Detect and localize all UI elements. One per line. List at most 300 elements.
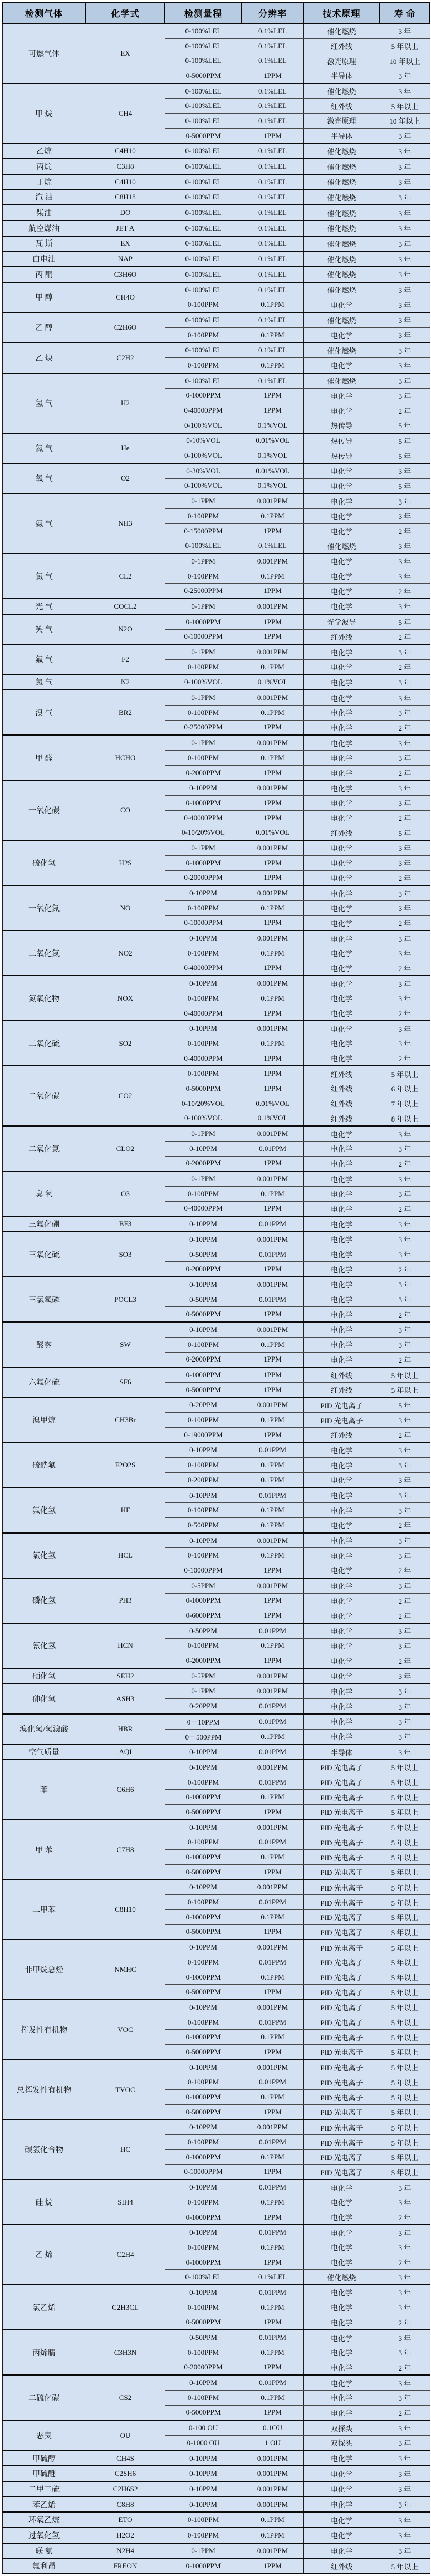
principle-cell: 催化燃烧 [303, 144, 380, 159]
life-cell: 2 年 [380, 629, 430, 644]
resolution-cell: 1PPM [242, 2315, 303, 2330]
resolution-cell: 0.1%LEL [242, 84, 303, 99]
range-cell: 0-6000PPM [165, 1608, 242, 1623]
table-row [2, 2330, 430, 2345]
range-cell: 0-10000PPM [165, 915, 242, 931]
range-cell: 0-100PPM [165, 751, 242, 766]
life-cell: 2 年 [380, 1427, 430, 1442]
life-cell: 3 年 [380, 327, 430, 342]
table-row [2, 1277, 430, 1292]
resolution-cell: 1PPM [242, 403, 303, 418]
life-cell: 5 年以上 [380, 1880, 430, 1895]
table-row [2, 2497, 430, 2513]
life-cell: 10 年以上 [380, 53, 430, 68]
resolution-cell: 0.01PPM [242, 2225, 303, 2240]
table-row [2, 342, 430, 357]
gas-name-cell: 一氧化碳 [2, 780, 86, 840]
range-cell: 0-100%LEL [165, 312, 242, 327]
formula-cell: NMHC [86, 1940, 165, 2000]
resolution-cell: 0.1PPM [242, 569, 303, 584]
life-cell: 3 年 [380, 1744, 430, 1760]
table-row [2, 1820, 430, 1835]
range-cell: 0-100PPM [165, 705, 242, 720]
resolution-cell: 0.1PPM [242, 2149, 303, 2164]
resolution-cell: 0.001PPM [242, 2497, 303, 2513]
principle-cell: 电化学 [303, 1216, 380, 1232]
table-row [2, 2120, 430, 2135]
range-cell: 0-10PPM [165, 1488, 242, 1503]
resolution-cell: 1PPM [242, 1006, 303, 1021]
principle-cell: 电化学 [303, 1638, 380, 1653]
resolution-cell: 0.001PPM [242, 2000, 303, 2015]
life-cell: 3 年 [380, 855, 430, 870]
life-cell: 2 年 [380, 1262, 430, 1277]
table-row [2, 1488, 430, 1503]
range-cell: 0-100PPM [165, 1638, 242, 1653]
header-cell-2: 检测量程 [165, 2, 242, 23]
range-cell: 0-100PPM [165, 1458, 242, 1473]
table-row [2, 174, 430, 190]
resolution-cell: 0.01PPM [242, 2330, 303, 2345]
principle-cell: 电化学 [303, 1729, 380, 1744]
range-cell: 0-1000PPM [165, 796, 242, 811]
range-cell: 0-1PPM [165, 1171, 242, 1186]
resolution-cell: 1PPM [242, 128, 303, 143]
life-cell: 7 年以上 [380, 1096, 430, 1111]
principle-cell: PID 光电离子 [303, 1864, 380, 1879]
table-row [2, 373, 430, 388]
range-cell: 0-1000 OU [165, 2436, 242, 2451]
resolution-cell: 1PPM [242, 1156, 303, 1171]
life-cell: 2 年 [380, 720, 430, 735]
resolution-cell: 0.1%LEL [242, 267, 303, 282]
resolution-cell: 0.1PPM [242, 659, 303, 674]
principle-cell: 电化学 [303, 780, 380, 795]
resolution-cell: 0.001PPM [242, 1171, 303, 1186]
life-cell: 5 年以上 [380, 2104, 430, 2119]
principle-cell: PID 光电离子 [303, 1850, 380, 1865]
table-row [2, 976, 430, 991]
table-row [2, 599, 430, 614]
table-row [2, 840, 430, 855]
range-cell: 0-10PPM [165, 2180, 242, 2195]
principle-cell: 催化燃烧 [303, 205, 380, 221]
gas-name-cell: 氯乙烯 [2, 2285, 86, 2330]
range-cell: 0-1PPM [165, 644, 242, 659]
gas-name-cell: 挥发性有机物 [2, 2000, 86, 2060]
resolution-cell: 0.1PPM [242, 1909, 303, 1924]
principle-cell: 电化学 [303, 1247, 380, 1262]
life-cell: 3 年 [380, 2466, 430, 2481]
life-cell: 3 年 [380, 1714, 430, 1729]
principle-cell: 电化学 [303, 2451, 380, 2466]
gas-name-cell: 二氧化氮 [2, 931, 86, 976]
life-cell: 5 年 [380, 1398, 430, 1413]
principle-cell: 电化学 [303, 1036, 380, 1051]
range-cell: 0-1000PPM [165, 2090, 242, 2105]
principle-cell: 电化学 [303, 1277, 380, 1292]
resolution-cell: 0.01PPM [242, 1699, 303, 1714]
life-cell: 5 年以上 [380, 1805, 430, 1820]
range-cell: 0-1000PPM [165, 2559, 242, 2574]
gas-name-cell: 臭 氧 [2, 1171, 86, 1216]
gas-name-cell: 氯 气 [2, 554, 86, 599]
principle-cell: 催化燃烧 [303, 174, 380, 190]
range-cell: 0-10PPM [165, 1533, 242, 1548]
principle-cell: 电化学 [303, 915, 380, 931]
resolution-cell: 1PPM [242, 523, 303, 538]
range-cell: 0－10PPM [165, 1714, 242, 1729]
principle-cell: 电化学 [303, 2225, 380, 2240]
life-cell: 2 年 [380, 584, 430, 599]
range-cell: 0-50PPM [165, 1292, 242, 1307]
life-cell: 3 年 [380, 2375, 430, 2390]
table-row [2, 2285, 430, 2300]
resolution-cell: 1PPM [242, 614, 303, 629]
resolution-cell: 0.01PPM [242, 1895, 303, 1910]
principle-cell: 电化学 [303, 2466, 380, 2481]
gas-name-cell: 碳氢化合物 [2, 2120, 86, 2180]
formula-cell: C7H8 [86, 1820, 165, 1880]
resolution-cell: 0.01PPM [242, 2075, 303, 2090]
principle-cell: PID 光电离子 [303, 2015, 380, 2030]
header-row [2, 2, 430, 23]
resolution-cell: 0.01PPM [242, 1292, 303, 1307]
principle-cell: 电化学 [303, 2180, 380, 2195]
gas-name-cell: 环氧乙烷 [2, 2512, 86, 2528]
principle-cell: 电化学 [303, 388, 380, 403]
principle-cell: 红外线 [303, 1111, 380, 1126]
resolution-cell: 0.1PPM [242, 2345, 303, 2360]
range-cell: 0-10PPM [165, 2375, 242, 2390]
principle-cell: 电化学 [303, 2315, 380, 2330]
range-cell: 0-40000PPM [165, 403, 242, 418]
table-row [2, 554, 430, 569]
resolution-cell: 0.001PPM [242, 1684, 303, 1699]
resolution-cell: 1PPM [242, 2360, 303, 2375]
range-cell: 0-10PPM [165, 2481, 242, 2497]
formula-cell: CH4S [86, 2451, 165, 2466]
life-cell: 3 年 [380, 1216, 430, 1232]
resolution-cell: 0.1PPM [242, 358, 303, 373]
life-cell: 3 年 [380, 780, 430, 795]
resolution-cell: 0.001PPM [242, 1126, 303, 1141]
resolution-cell: 1 OU [242, 2436, 303, 2451]
range-cell: 0-1000PPM [165, 1593, 242, 1608]
range-cell: 0-100%VOL [165, 448, 242, 463]
principle-cell: 电化学 [303, 493, 380, 508]
header-cell-4: 技术原理 [303, 2, 380, 23]
resolution-cell: 1PPM [242, 1563, 303, 1578]
resolution-cell: 0.1%LEL [242, 221, 303, 236]
formula-cell: F2 [86, 644, 165, 674]
formula-cell: NOX [86, 976, 165, 1021]
life-cell: 2 年 [380, 1006, 430, 1021]
range-cell: 0-100PPM [165, 946, 242, 961]
principle-cell: 电化学 [303, 2240, 380, 2255]
life-cell: 5 年以上 [380, 2000, 430, 2015]
range-cell: 0-100%LEL [165, 23, 242, 38]
formula-cell: CH4O [86, 282, 165, 312]
resolution-cell: 0.001PPM [242, 1277, 303, 1292]
resolution-cell: 0.01PPM [242, 1714, 303, 1729]
table-row [2, 190, 430, 205]
table-row [2, 931, 430, 946]
formula-cell: C4H10 [86, 144, 165, 159]
range-cell: 0-1PPM [165, 690, 242, 705]
life-cell: 3 年 [380, 1337, 430, 1352]
gas-name-cell: 三氟化硼 [2, 1216, 86, 1232]
resolution-cell: 0.01PPM [242, 2375, 303, 2390]
resolution-cell: 1PPM [242, 584, 303, 599]
principle-cell: 电化学 [303, 885, 380, 900]
resolution-cell: 1PPM [242, 68, 303, 84]
range-cell: 0-100%LEL [165, 174, 242, 190]
principle-cell: 双探头 [303, 2436, 380, 2451]
resolution-cell: 0.1PPM [242, 2240, 303, 2255]
range-cell: 0-10PPM [165, 2000, 242, 2015]
life-cell: 3 年 [380, 68, 430, 84]
life-cell: 3 年 [380, 2285, 430, 2300]
formula-cell: PH3 [86, 1578, 165, 1623]
life-cell: 3 年 [380, 2270, 430, 2285]
principle-cell: 红外线 [303, 825, 380, 840]
principle-cell: 电化学 [303, 1322, 380, 1337]
resolution-cell: 1PPM [242, 2210, 303, 2225]
principle-cell: 电化学 [303, 961, 380, 976]
resolution-cell: 1PPM [242, 1805, 303, 1820]
resolution-cell: 0.001PPM [242, 1322, 303, 1337]
table-row [2, 23, 430, 38]
range-cell: 0-1000PPM [165, 2030, 242, 2045]
resolution-cell: 0.01PPM [242, 1247, 303, 1262]
range-cell: 0-100PPM [165, 991, 242, 1006]
life-cell: 3 年 [380, 1623, 430, 1638]
principle-cell: 电化学 [303, 569, 380, 584]
gas-name-cell: 光 气 [2, 599, 86, 614]
principle-cell: 催化燃烧 [303, 2270, 380, 2285]
range-cell: 0-100PPM [165, 1036, 242, 1051]
life-cell: 3 年 [380, 1232, 430, 1247]
life-cell: 3 年 [380, 128, 430, 143]
range-cell: 0-10PPM [165, 2466, 242, 2481]
resolution-cell: 0.1PPM [242, 2195, 303, 2210]
principle-cell: 半导体 [303, 1744, 380, 1760]
principle-cell: 电化学 [303, 1699, 380, 1714]
formula-cell: AQI [86, 1744, 165, 1760]
principle-cell: 电化学 [303, 2210, 380, 2225]
range-cell: 0-100PPM [165, 2528, 242, 2543]
life-cell: 2 年 [380, 1156, 430, 1171]
resolution-cell: 1PPM [242, 1608, 303, 1623]
formula-cell: C6H6 [86, 1760, 165, 1820]
life-cell: 3 年 [380, 1322, 430, 1337]
range-cell: 0-10PPM [165, 2060, 242, 2075]
range-cell: 0-25000PPM [165, 720, 242, 735]
table-row [2, 282, 430, 297]
resolution-cell: 0.01PPM [242, 1141, 303, 1156]
table-row [2, 2180, 430, 2195]
resolution-cell: 0.1PPM [242, 1337, 303, 1352]
table-row [2, 675, 430, 690]
range-cell: 0-40000PPM [165, 961, 242, 976]
life-cell: 3 年 [380, 705, 430, 720]
gas-name-cell: 溴化氢/氢溴酸 [2, 1714, 86, 1744]
principle-cell: PID 光电离子 [303, 2120, 380, 2135]
range-cell: 0-1000PPM [165, 1970, 242, 1985]
table-row [2, 159, 430, 174]
principle-cell: 电化学 [303, 297, 380, 312]
range-cell: 0-10PPM [165, 1021, 242, 1036]
principle-cell: 电化学 [303, 1563, 380, 1578]
gas-name-cell: 苯 [2, 1760, 86, 1820]
principle-cell: PID 光电离子 [303, 2075, 380, 2090]
header-cell-3: 分辨率 [242, 2, 303, 23]
table-row [2, 1684, 430, 1699]
range-cell: 0-1000PPM [165, 2255, 242, 2270]
life-cell: 3 年 [380, 358, 430, 373]
formula-cell: He [86, 433, 165, 463]
range-cell: 0-100PPM [165, 1548, 242, 1563]
gas-name-cell: 二甲苯 [2, 1880, 86, 1940]
range-cell: 0-100%LEL [165, 267, 242, 282]
life-cell: 3 年 [380, 342, 430, 357]
principle-cell: 电化学 [303, 584, 380, 599]
gas-name-cell: 氰化氢 [2, 1623, 86, 1668]
resolution-cell: 0.001PPM [242, 1940, 303, 1955]
table-row [2, 644, 430, 659]
resolution-cell: 0.01PPM [242, 1955, 303, 1970]
principle-cell: 电化学 [303, 2375, 380, 2390]
resolution-cell: 1PPM [242, 1051, 303, 1066]
table-row [2, 2420, 430, 2435]
range-cell: 0-100PPM [165, 2512, 242, 2528]
life-cell: 2 年 [380, 1653, 430, 1668]
principle-cell: PID 光电离子 [303, 1909, 380, 1924]
principle-cell: 热传导 [303, 448, 380, 463]
formula-cell: HCHO [86, 735, 165, 780]
life-cell: 2 年 [380, 1201, 430, 1216]
principle-cell: 电化学 [303, 1503, 380, 1518]
life-cell: 3 年 [380, 1443, 430, 1458]
life-cell: 5 年 [380, 614, 430, 629]
principle-cell: 电化学 [303, 463, 380, 478]
life-cell: 5 年以上 [380, 1790, 430, 1805]
formula-cell: SEH2 [86, 1668, 165, 1684]
principle-cell: PID 光电离子 [303, 1985, 380, 2000]
gas-name-cell: 氮氧化物 [2, 976, 86, 1021]
range-cell: 0-10%VOL [165, 433, 242, 448]
life-cell: 3 年 [380, 2330, 430, 2345]
life-cell: 3 年 [380, 1141, 430, 1156]
range-cell: 0-10PPM [165, 1277, 242, 1292]
resolution-cell: 0.1%VOL [242, 448, 303, 463]
life-cell: 3 年 [380, 1292, 430, 1307]
life-cell: 3 年 [380, 569, 430, 584]
gas-name-cell: 酸雾 [2, 1322, 86, 1367]
resolution-cell: 1PPM [242, 1352, 303, 1367]
formula-cell: POCL3 [86, 1277, 165, 1322]
life-cell: 3 年 [380, 1036, 430, 1051]
range-cell: 0-100PPM [165, 659, 242, 674]
table-row [2, 221, 430, 236]
range-cell: 0-100%LEL [165, 99, 242, 114]
principle-cell: 电化学 [303, 1593, 380, 1608]
life-cell: 5 年以上 [380, 2075, 430, 2090]
principle-cell: 红外线 [303, 38, 380, 53]
gas-name-cell: 乙烷 [2, 144, 86, 159]
principle-cell: 红外线 [303, 629, 380, 644]
life-cell: 3 年 [380, 931, 430, 946]
resolution-cell: 0.1PPM [242, 1458, 303, 1473]
resolution-cell: 0.1PPM [242, 327, 303, 342]
resolution-cell: 0.01PPM [242, 2180, 303, 2195]
life-cell: 3 年 [380, 1458, 430, 1473]
range-cell: 0-100PPM [165, 1835, 242, 1850]
principle-cell: PID 光电离子 [303, 2000, 380, 2015]
principle-cell: 电化学 [303, 931, 380, 946]
formula-cell: VOC [86, 2000, 165, 2060]
table-row [2, 1880, 430, 1895]
resolution-cell: 0.1%VOL [242, 675, 303, 690]
table-row [2, 251, 430, 267]
range-cell: 0-5000PPM [165, 1307, 242, 1322]
principle-cell: 电化学 [303, 659, 380, 674]
range-cell: 0-200PPM [165, 1473, 242, 1488]
life-cell: 3 年 [380, 1473, 430, 1488]
range-cell: 0-40000PPM [165, 1051, 242, 1066]
range-cell: 0-20000PPM [165, 2360, 242, 2375]
resolution-cell: 0.1PPM [242, 1518, 303, 1533]
life-cell: 2 年 [380, 2210, 430, 2225]
formula-cell: EX [86, 236, 165, 252]
principle-cell: PID 光电离子 [303, 1924, 380, 1940]
resolution-cell: 0.1PPM [242, 1548, 303, 1563]
formula-cell: EX [86, 23, 165, 84]
principle-cell: 催化燃烧 [303, 159, 380, 174]
gas-name-cell: 氮 气 [2, 675, 86, 690]
table-row [2, 84, 430, 99]
table-row [2, 2375, 430, 2390]
formula-cell: C4H10 [86, 174, 165, 190]
resolution-cell: 0.001PPM [242, 735, 303, 750]
gas-name-cell: 三氯氧磷 [2, 1277, 86, 1322]
table-row [2, 2000, 430, 2015]
principle-cell: 电化学 [303, 1337, 380, 1352]
resolution-cell: 1PPM [242, 961, 303, 976]
principle-cell: 电化学 [303, 1548, 380, 1563]
life-cell: 2 年 [380, 2255, 430, 2270]
formula-cell: FREON [86, 2559, 165, 2574]
resolution-cell: 0.1PPM [242, 751, 303, 766]
life-cell: 3 年 [380, 1684, 430, 1699]
resolution-cell: 0.1PPM [242, 1850, 303, 1865]
range-cell: 0-1000PPM [165, 2210, 242, 2225]
principle-cell: 电化学 [303, 2330, 380, 2345]
range-cell: 0-100%VOL [165, 478, 242, 493]
principle-cell: 红外线 [303, 2559, 380, 2574]
formula-cell: C8H18 [86, 190, 165, 205]
principle-cell: 红外线 [303, 1382, 380, 1397]
gas-name-cell: 氨 气 [2, 493, 86, 554]
life-cell: 5 年 [380, 478, 430, 493]
gas-name-cell: 汽 油 [2, 190, 86, 205]
formula-cell: H2 [86, 373, 165, 433]
principle-cell: PID 光电离子 [303, 2104, 380, 2119]
principle-cell: PID 光电离子 [303, 1790, 380, 1805]
formula-cell: H2S [86, 840, 165, 885]
range-cell: 0-30%VOL [165, 463, 242, 478]
